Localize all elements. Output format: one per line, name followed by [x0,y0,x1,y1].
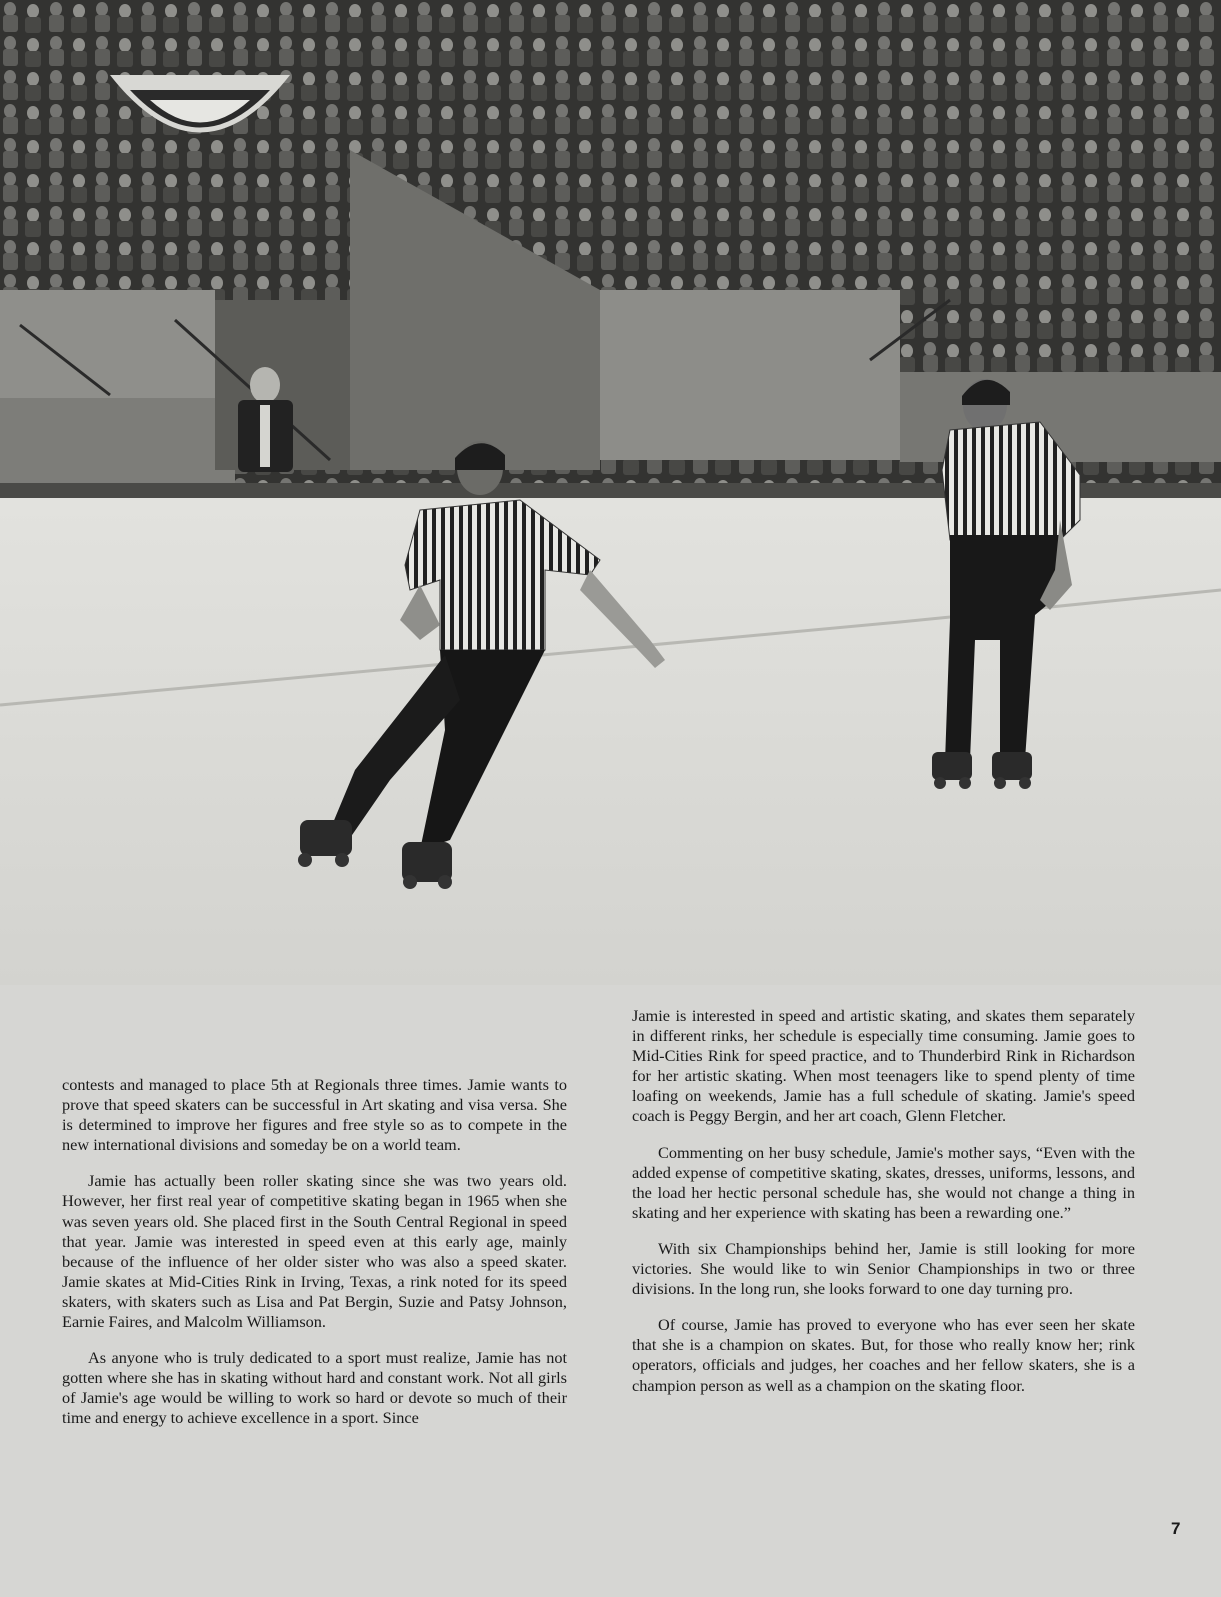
paragraph: Jamie is interested in speed and artistic skating, and skates them separately in different rinks, her schedule is especially time consuming. Jamie goes to Mid-Cities Rink for speed practice, and to Thunderbird Rink in Richardson for her artistic skating. When most teenagers like to spend plenty of time loafing on weekends, Jamie has a full schedule of skating. Jamie's speed coach is Peggy Bergin, and her art coach, Glenn Fletcher. [632,1006,1135,1126]
article-column-right [632,1006,1135,1412]
paragraph: Jamie has actually been roller skating since she was two years old. However, her first real year of competitive skating began in 1965 when she was seven years old. She placed first in the South Central Regional in speed that year. Jamie was interested in speed even at this early age, mainly because of the influence of her older sister who was also a speed skater. Jamie skates at Mid-Cities Rink in Irving, Texas, a rink noted for its speed skaters, with skaters such as Lisa and Pat Bergin, Suzie and Patsy Johnson, Earnie Faires, and Malcolm Williamson. [62,1171,567,1332]
paragraph: Commenting on her busy schedule, Jamie's mother says, “Even with the added expense of competitive skating, skates, dresses, uniforms, lessons, and the load her hectic personal schedule has, she would not change a thing in skating and her experience with skating has been a rewarding one.” [632,1142,1135,1222]
paragraph: contests and managed to place 5th at Regionals three times. Jamie wants to prove that speed skaters can be successful in Art skating and visa versa. She is determined to improve her figures and free style so as to compete in the new international divisions and someday be on a world team. [62,1075,567,1155]
paragraph: With six Championships behind her, Jamie is still looking for more victories. She would like to win Senior Championships in two or three divisions. In the long run, she looks forward to one day turning pro. [632,1238,1135,1299]
paragraph: Of course, Jamie has proved to everyone who has ever seen her skate that she is a champion on skates. But, for those who really know her; rink operators, officials and judges, her coaches and her fellow skaters, she is a champion person as well as a champion on the skating floor. [632,1315,1135,1395]
page-number: 7 [1171,1519,1181,1538]
article-column-left [62,1075,567,1445]
paragraph: As anyone who is truly dedicated to a sport must realize, Jamie has not gotten where she has in skating without hard and constant work. Not all girls of Jamie's age would be willing to work so hard or devote so much of their time and energy to achieve excellence in a sport. Since [62,1348,567,1428]
